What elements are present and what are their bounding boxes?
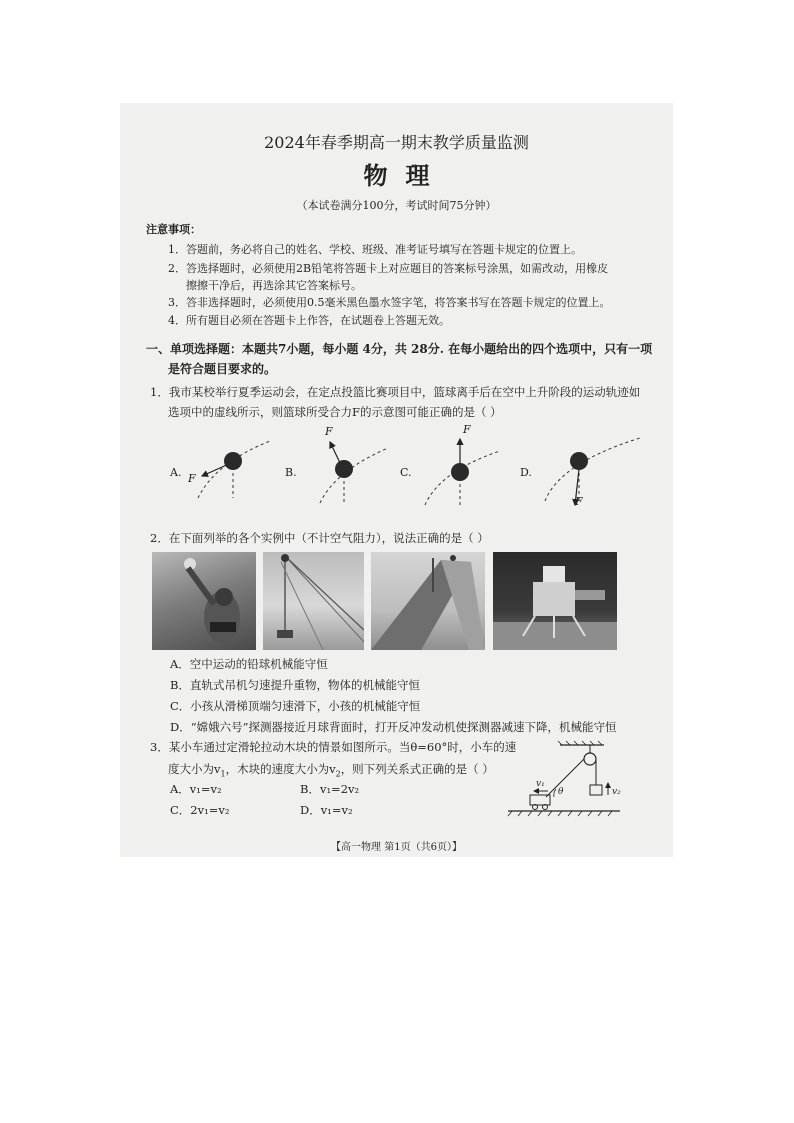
notes-heading: 注意事项： [146,223,201,236]
q1-option-c: C. [400,466,412,479]
block-icon [590,785,602,795]
q1-diagram-a [198,441,270,498]
note-item-3: 3．答非选择题时，必须使用0.5毫米黑色墨水签字笔，将答案书写在答题卡规定的位置上。 [168,296,611,309]
force-label-d: F [575,495,583,508]
q3-option-c: C．2v₁=v₂ [170,803,230,817]
q1-option-b: B. [285,466,297,479]
basketball-icon [224,452,242,470]
q1-stem: 1．我市某校举行夏季运动会，在定点投篮比赛项目中，篮球离手后在空中上升阶段的运动轨迹如 [150,385,641,399]
score-note: （本试卷满分100分，考试时间75分钟） [296,199,497,212]
force-label-a: F [188,472,196,485]
fig-theta-label: θ [558,787,564,797]
fig-v1-label: v₁ [536,779,545,789]
note-item-4: 4．所有题目必须在答题卡上作答，在试题卷上答题无效。 [168,314,450,327]
section-heading: 一、单项选择题：本题共7小题，每小题 4分，共 28分. 在每小题给出的四个选项中，只有一项 [146,342,653,356]
shot-put-photo [152,552,256,650]
q3-stem-part1: 度大小为v [168,762,221,776]
q1-diagram-d [545,438,640,505]
q1-option-d: D. [520,466,532,479]
pulley-icon [584,753,596,765]
note-item-2-cont: 擦擦干净后，再选涂其它答案标号。 [186,279,362,292]
basketball-icon [335,460,353,478]
q2-stem: 2．在下面列举的各个实例中（不计空气阻力），说法正确的是（ ） [150,531,489,545]
lunar-lander-photo [493,552,617,650]
subject-title: 物理 [363,161,448,190]
q2-option-b: B．直轨式吊机匀速提升重物，物体的机械能守恒 [170,678,420,692]
slide-photo [371,552,485,650]
q1-stem-cont: 选项中的虚线所示，则篮球所受合力F的示意图可能正确的是（ ） [168,405,502,419]
q1-diagram-b [320,442,388,503]
q3-stem-part2: ，木块的速度大小为v [225,762,336,776]
force-label-c: F [463,423,471,436]
crane-photo [263,552,364,650]
q1-diagram-c [425,439,500,505]
q2-option-d: D．“嫦娥六号”探测器接近月球背面时，打开反冲发动机使探测器减速下降，机械能守恒 [170,720,617,734]
q2-option-c: C．小孩从滑梯顶端匀速滑下，小孩的机械能守恒 [170,699,421,713]
exam-page [120,103,673,857]
q3-option-a: A．v₁=v₂ [170,782,222,796]
q1-option-a: A. [170,466,182,479]
exam-title: 2024年春季期高一期末教学质量监测 [264,133,529,152]
q3-stem-part3: ，则下列关系式正确的是（ ） [340,762,494,776]
note-item-1: 1．答题前，务必将自己的姓名、学校、班级、准考证号填写在答题卡规定的位置上。 [168,243,582,256]
fig-v2-label: v₂ [612,787,621,797]
q2-option-a: A．空中运动的铅球机械能守恒 [170,657,328,671]
basketball-icon [451,463,469,481]
basketball-icon [570,452,588,470]
q3-stem: 3．某小车通过定滑轮拉动木块的情景如图所示。当θ=60°时，小车的速 [150,740,517,754]
page-footer: 【高一物理 第1页（共6页）】 [331,842,462,853]
force-label-b: F [325,425,333,438]
q3-option-b: B．v₁=2v₂ [300,782,360,796]
note-item-2: 2．答选择题时，必须使用2B铅笔将答题卡上对应题目的答案标号涂黑，如需改动，用橡皮 [168,262,609,275]
q3-option-d: D．v₁=v₂ [300,803,353,817]
q3-stem-cont: 度大小为$v_1$，木块的速度大小为$v_2$，则下列关系式正确的是（ ） [168,762,494,779]
pulley-diagram [508,739,638,819]
section-heading-cont: 是符合题目要求的。 [168,362,277,376]
